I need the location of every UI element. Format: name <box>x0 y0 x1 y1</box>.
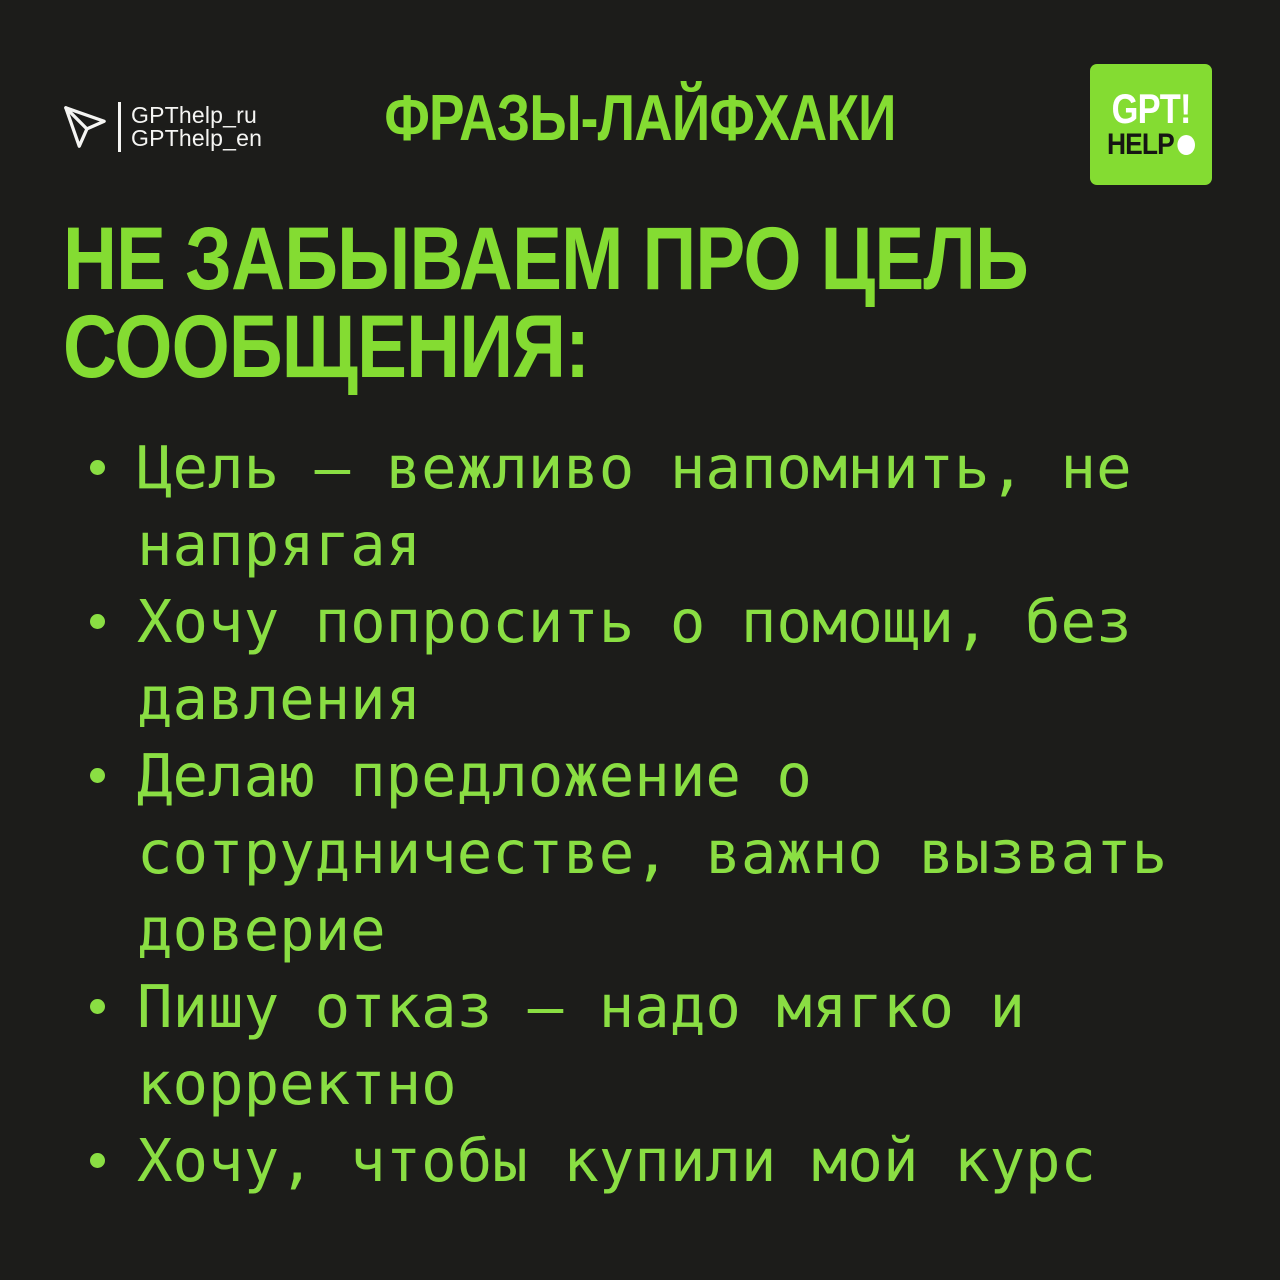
list-item: Цель — вежливо напомнить, не напрягая <box>90 429 1200 583</box>
list-item: Делаю предложение о сотрудничестве, важно вызвать доверие <box>90 737 1200 968</box>
logo-bottom-row <box>1107 130 1195 160</box>
logo-text-top: GPT! <box>1111 85 1191 132</box>
tips-list <box>90 429 1200 1199</box>
channel-handle-en: GPThelp_en <box>131 125 263 151</box>
logo-text-bottom: HELP <box>1106 128 1174 161</box>
list-item: Пишу отказ — надо мягко и корректно <box>90 968 1200 1122</box>
logo-dot-icon <box>1177 135 1195 155</box>
list-item: Хочу, чтобы купили мой курс <box>90 1122 1200 1199</box>
channel-handle-ru: GPThelp_ru <box>131 102 258 128</box>
list-item: Хочу попросить о помощи, без давления <box>90 583 1200 737</box>
page-title: ФРАЗЫ-ЛАЙФХАКИ <box>384 81 896 154</box>
telegram-plane-icon <box>62 104 108 150</box>
brand-logo <box>1090 64 1212 185</box>
main-heading: НЕ ЗАБЫВАЕМ ПРО ЦЕЛЬ СООБЩЕНИЯ: <box>63 208 1028 396</box>
